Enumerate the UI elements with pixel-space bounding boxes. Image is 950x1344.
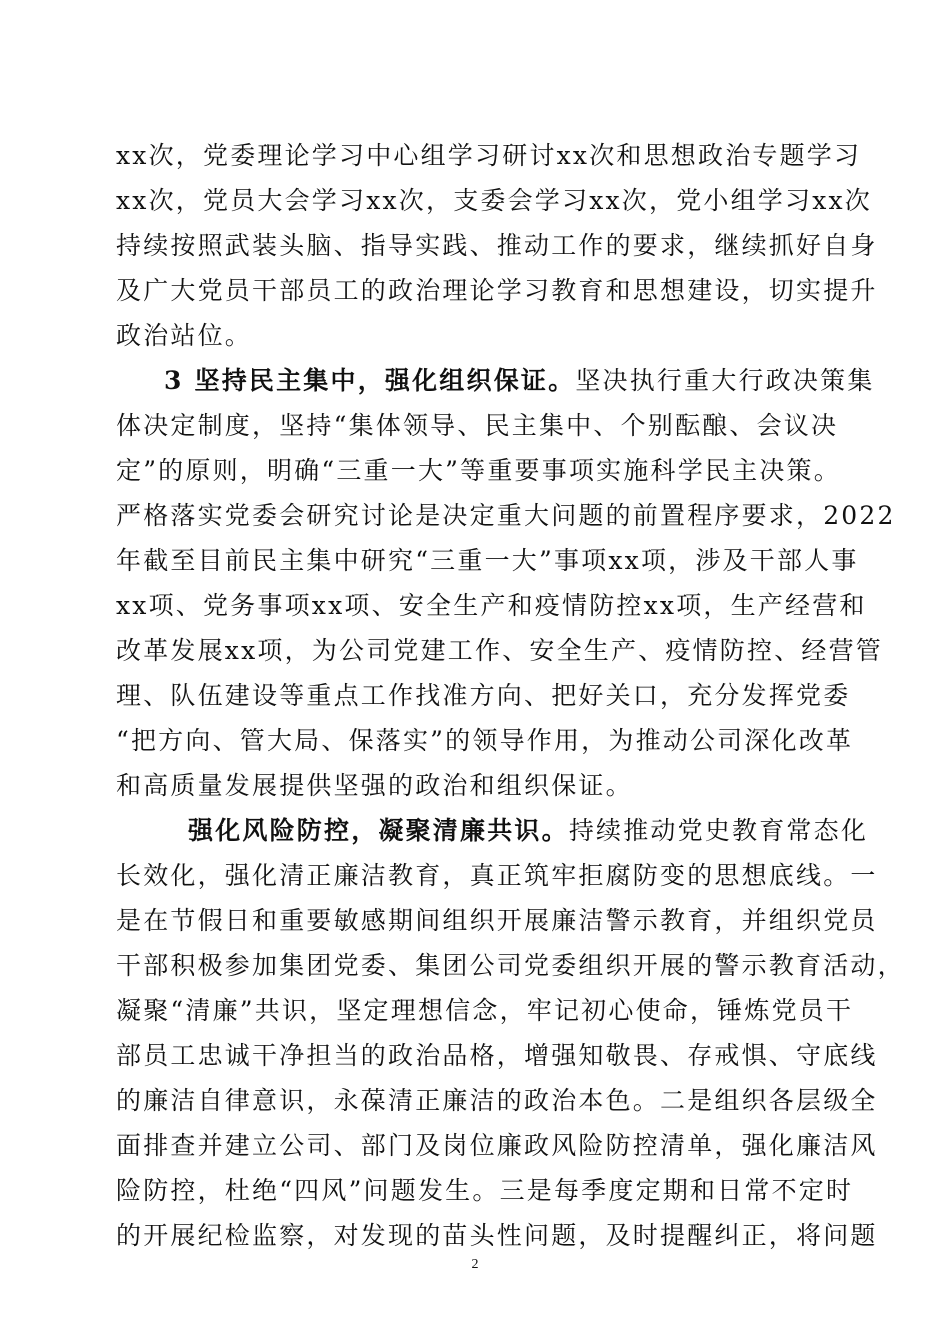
text-line: 和高质量发展提供坚强的政治和组织保证。 — [116, 771, 633, 800]
text-line: xx项、党务事项xx项、安全生产和疫情防控xx项，生产经营和 — [116, 591, 867, 620]
text-line: 年截至目前民主集中研究“三重一大”事项xx项，涉及干部人事 — [116, 546, 859, 575]
text-line — [164, 361, 884, 401]
text-line: 部员工忠诚干净担当的政治品格，增强知敬畏、存戒惧、守底线 — [116, 1041, 878, 1070]
text-line: “把方向、管大局、保落实”的领导作用，为推动公司深化改革 — [116, 726, 854, 755]
text-line: 凝聚“清廉”共识，坚定理想信念，牢记初心使命，锤炼党员干 — [116, 996, 854, 1025]
text-line: 定”的原则，明确“三重一大”等重要事项实施科学民主决策。 — [116, 456, 841, 485]
page-number: 2 — [471, 1257, 479, 1272]
text-line: 及广大党员干部员工的政治理论学习教育和思想建设，切实提升 — [116, 276, 878, 305]
text-line: 理、队伍建设等重点工作找准方向、把好关口，充分发挥党委 — [116, 681, 851, 710]
text-line: 体决定制度，坚持“集体领导、民主集中、个别酝酿、会议决 — [116, 411, 839, 440]
text-line: 政治站位。 — [116, 321, 253, 350]
text-line: xx次，党委理论学习中心组学习研讨xx次和思想政治专题学习 — [116, 141, 862, 170]
section-heading: 3 坚持民主集中，强化组织保证。 — [164, 366, 576, 395]
text-line: 干部积极参加集团党委、集团公司党委组织开展的警示教育活动， — [116, 951, 905, 980]
text-run: 坚决执行重大行政决策集 — [575, 366, 875, 395]
text-line: 面排查并建立公司、部门及岗位廉政风险防控清单，强化廉洁风 — [116, 1131, 878, 1160]
text-run: 持续推动党史教育常态化 — [568, 816, 869, 845]
text-line: 险防控，杜绝“四风”问题发生。三是每季度定期和日常不定时 — [116, 1176, 854, 1205]
text-line: 严格落实党委会研究讨论是决定重大问题的前置程序要求，2022 — [116, 501, 896, 530]
text-line: 的廉洁自律意识，永葆清正廉洁的政治本色。二是组织各层级全 — [116, 1086, 878, 1115]
text-line: xx次，党员大会学习xx次，支委会学习xx次，党小组学习xx次 — [116, 186, 872, 215]
text-line: 持续按照武装头脑、指导实践、推动工作的要求，继续抓好自身 — [116, 231, 878, 260]
text-line: 改革发展xx项，为公司党建工作、安全生产、疫情防控、经营管 — [116, 636, 884, 665]
text-line: 的开展纪检监察，对发现的苗头性问题，及时提醒纠正，将问题 — [116, 1221, 878, 1250]
text-line — [188, 811, 908, 851]
section-heading: 强化风险防控，凝聚清廉共识。 — [188, 816, 569, 845]
text-line: 长效化，强化清正廉洁教育，真正筑牢拒腐防变的思想底线。一 — [116, 861, 878, 890]
text-line: 是在节假日和重要敏感期间组织开展廉洁警示教育，并组织党员 — [116, 906, 878, 935]
